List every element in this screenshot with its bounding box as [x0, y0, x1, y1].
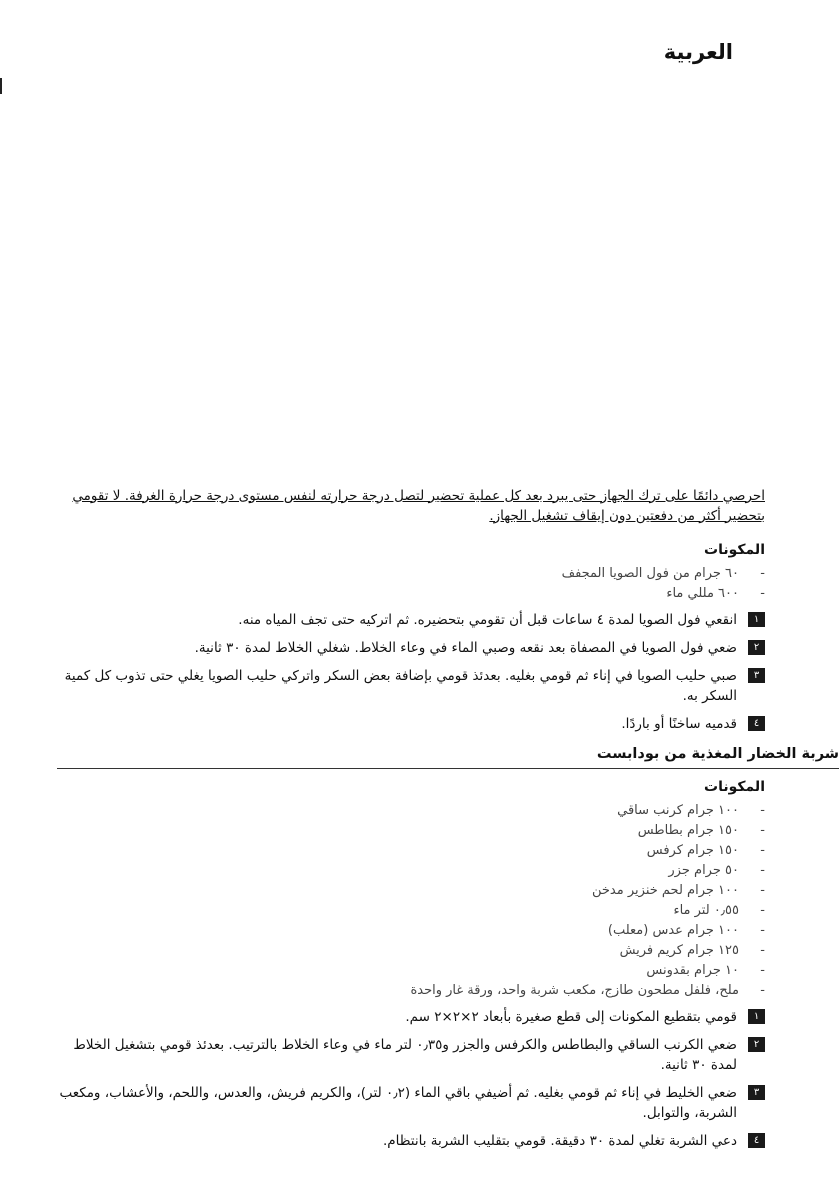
- step-text: دعي الشربة تغلي لمدة ٣٠ دقيقة. قومي بتقليب الشربة بانتظام.: [382, 1132, 737, 1149]
- step-number: ٣: [748, 1085, 765, 1100]
- manual-content: [57, 472, 839, 1159]
- ingredient-item: [57, 881, 765, 901]
- ingredient-text: ١٥٠ جرام بطاطس: [637, 822, 739, 838]
- language-heading: العربية: [663, 40, 733, 64]
- step-item: [57, 714, 765, 734]
- page-edge-mark: [0, 78, 2, 94]
- recipe2-ingredients-list: [57, 801, 765, 1001]
- step-text: صبي حليب الصويا في إناء ثم قومي بغليه. بعدئذ قومي بإضافة بعض السكر واتركي حليب الصويا يغلي حتى تذوب كل كمية السكر به.: [64, 667, 737, 704]
- bullet-dash: -: [760, 982, 765, 998]
- recipe2-steps: [57, 1007, 765, 1151]
- bullet-dash: -: [760, 585, 765, 601]
- ingredient-text: ١٥٠ جرام كرفس: [646, 842, 739, 858]
- step-number: ٢: [748, 1037, 765, 1052]
- ingredient-text: ١٢٥ جرام كريم فريش: [619, 942, 739, 958]
- bullet-dash: -: [760, 962, 765, 978]
- step-item: [57, 638, 765, 658]
- bullet-dash: -: [760, 922, 765, 938]
- ingredient-text: ١٠٠ جرام لحم خنزير مدخن: [592, 882, 739, 898]
- bullet-dash: -: [760, 942, 765, 958]
- ingredient-item: [57, 841, 765, 861]
- ingredient-text: ٦٠٠ مللي ماء: [666, 585, 739, 601]
- ingredient-text: ١٠٠ جرام كرنب ساقي: [617, 802, 739, 818]
- ingredient-text: ١٠ جرام بقدونس: [646, 962, 739, 978]
- step-item: [57, 1131, 765, 1151]
- ingredient-item: [57, 981, 765, 1001]
- step-number: ١: [748, 1009, 765, 1024]
- ingredient-item: [57, 564, 765, 584]
- step-number: ٤: [748, 716, 765, 731]
- recipe1-ingredients-list: [57, 564, 765, 604]
- step-text: ضعي الكرنب الساقي والبطاطس والكرفس والجزر و٠٫٣٥ لتر ماء في وعاء الخلاط بالترتيب. بعدئذ قومي بتشغيل الخلاط لمدة ٣٠ ثانية.: [73, 1036, 737, 1073]
- bullet-dash: -: [760, 862, 765, 878]
- ingredient-text: ٦٠ جرام من فول الصويا المجفف: [561, 565, 739, 581]
- recipe1-ingredients-heading: المكونات: [704, 541, 765, 558]
- step-text: انقعي فول الصويا لمدة ٤ ساعات قبل أن تقومي بتحضيره. ثم اتركيه حتى تجف المياه منه.: [238, 611, 737, 628]
- recipe1-steps: [57, 610, 765, 734]
- step-text: ضعي الخليط في إناء ثم قومي بغليه. ثم أضيفي باقي الماء (٠٫٢ لتر)، والكريم فريش، والعدس، واللحم، والأعشاب، ومكعب الشربة، والتوابل.: [59, 1084, 737, 1121]
- step-item: [57, 1007, 765, 1027]
- step-text: قومي بتقطيع المكونات إلى قطع صغيرة بأبعاد ٢×٢×٢ سم.: [405, 1008, 737, 1025]
- step-item: [57, 610, 765, 630]
- bullet-dash: -: [760, 842, 765, 858]
- step-number: ٢: [748, 640, 765, 655]
- bullet-dash: -: [760, 882, 765, 898]
- step-item: [57, 1035, 765, 1075]
- ingredient-item: [57, 584, 765, 604]
- recipe2-ingredients-heading: المكونات: [704, 778, 765, 795]
- ingredient-item: [57, 921, 765, 941]
- bullet-dash: -: [760, 565, 765, 581]
- step-number: ٣: [748, 668, 765, 683]
- step-number: ٤: [748, 1133, 765, 1148]
- bullet-dash: -: [760, 802, 765, 818]
- ingredient-item: [57, 861, 765, 881]
- step-text: ضعي فول الصويا في المصفاة بعد نقعه وصبي الماء في وعاء الخلاط. شغلي الخلاط لمدة ٣٠ ثانية.: [194, 639, 737, 656]
- step-text: قدميه ساخنًا أو باردًا.: [621, 715, 737, 732]
- step-item: [57, 666, 765, 706]
- bullet-dash: -: [760, 902, 765, 918]
- ingredient-text: ١٠٠ جرام عدس (معلب): [607, 922, 739, 938]
- ingredient-item: [57, 801, 765, 821]
- recipe2-title: شربة الخضار المغذية من بودابست: [57, 744, 839, 769]
- ingredient-item: [57, 821, 765, 841]
- ingredient-item: [57, 961, 765, 981]
- step-number: ١: [748, 612, 765, 627]
- ingredient-text: ٠٫٥٥ لتر ماء: [673, 902, 739, 918]
- bullet-dash: -: [760, 822, 765, 838]
- ingredient-text: ٥٠ جرام جزر: [668, 862, 739, 878]
- ingredient-item: [57, 941, 765, 961]
- ingredient-text: ملح، فلفل مطحون طازج، مكعب شربة واحد، ورقة غار واحدة: [410, 982, 739, 998]
- ingredient-item: [57, 901, 765, 921]
- step-item: [57, 1083, 765, 1123]
- warning-paragraph: احرصي دائمًا على ترك الجهاز حتى يبرد بعد كل عملية تحضير لتصل درجة حرارته لنفس مستوى درجة حرارة الغرفة. لا تقومي بتحضير أكثر من دفعتين دون إيقاف تشغيل الجهاز.: [72, 487, 765, 524]
